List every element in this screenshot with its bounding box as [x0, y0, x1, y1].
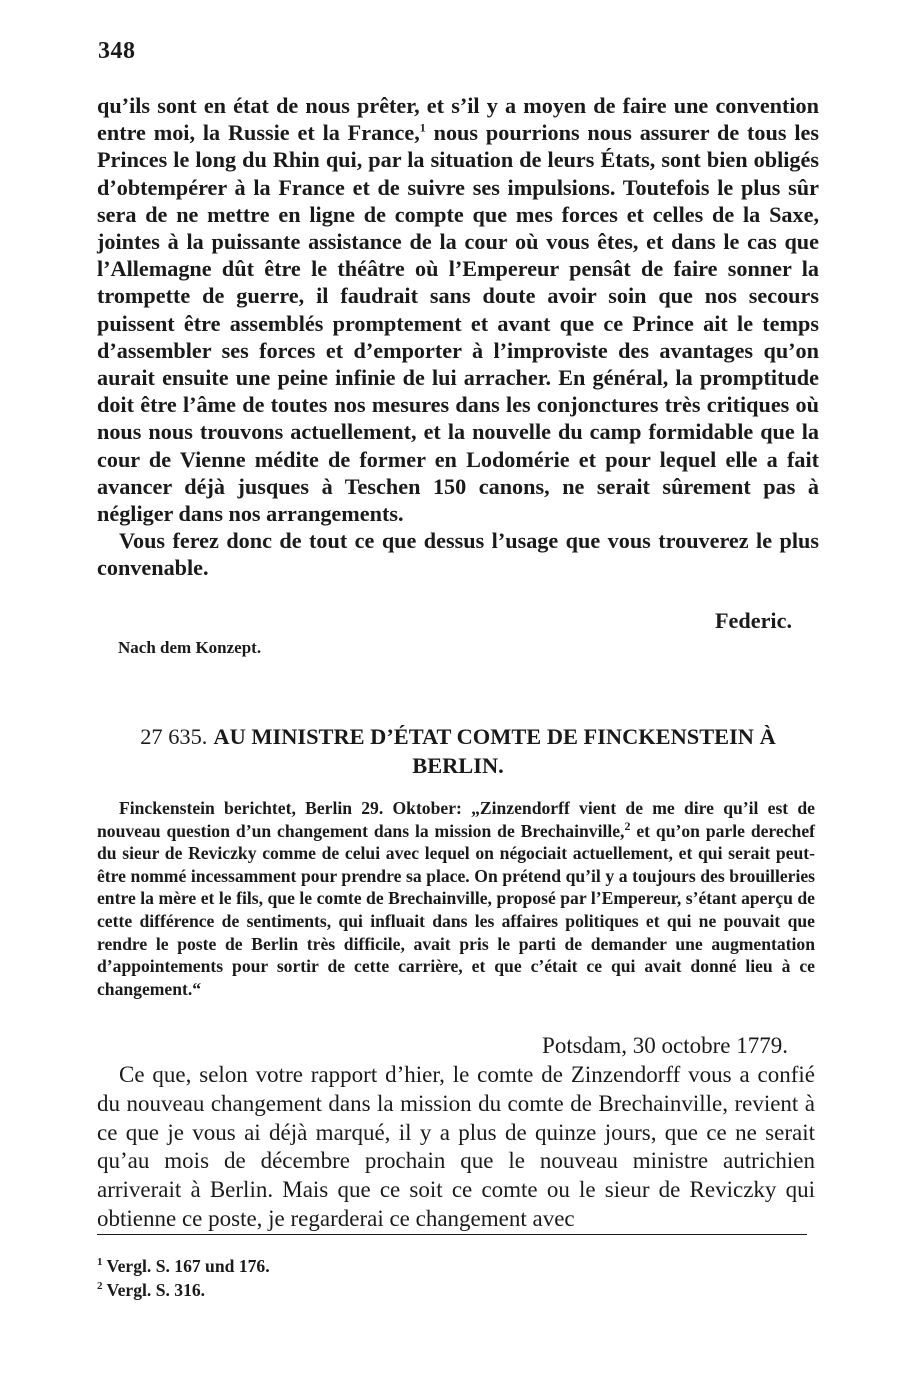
footnote: [97, 1254, 270, 1278]
document-number: 27 635.: [140, 724, 208, 749]
footnote-mark: 2: [97, 1280, 103, 1293]
paragraph-2: Vous ferez donc de tout ce que dessus l’usage que vous trouverez le plus convenable.: [97, 528, 819, 581]
summary-text-b: et qu’on parle derechef du sieur de Reviczky comme de celui avec lequel on négociait actuellement, et qui serait peut-être nommé incessamment pour prendre sa place. On prétend qu’il y a toujours des brouilleries entre la mère et le fils, que le comte de Brechainville, proposé par l’Empereur, s’étant aperçu de cette différence de sentiments, qui influait dans les affaires politiques et qui ne pouvait que rendre le poste de Berlin très difficile, avait pris le parti de demander une augmentation d’appointements pour sortir de cette carrière, et que c’était ce qui avait donné lieu à ce changement.“: [97, 820, 815, 999]
paragraph-1-text-a: qu’ils sont en état de nous prêter, et s’il y a moyen de faire une convention entre moi, la Russie et la France,: [97, 93, 819, 146]
source-note: Nach dem Konzept.: [118, 638, 262, 657]
page-number: 348: [98, 38, 136, 64]
footnote-text: Vergl. S. 316.: [106, 1280, 206, 1300]
document-title: AU MINISTRE D’ÉTAT COMTE DE FINCKENSTEIN À BERLIN.: [213, 724, 776, 778]
footnote: [97, 1278, 270, 1302]
letter-text: Ce que, selon votre rapport d’hier, le comte de Zinzendorff vous a confié du nouveau changement dans la mission du comte de Brechainville, revient à ce que je vous ai déjà marqué, il y a plus de quinze jours, que ce ne serait qu’au mois de décembre prochain que le nouveau ministre autrichien arriverait à Berlin. Mais que ce soit ce comte ou le sieur de Reviczky qui obtienne ce poste, je regarderai ce changement avec: [97, 1062, 815, 1231]
footnotes: [97, 1254, 270, 1302]
dateline: Potsdam, 30 octobre 1779.: [542, 1033, 788, 1058]
summary-text-a: Finckenstein berichtet, Berlin 29. Oktober: „Zinzendorff vient de me dire qu’il est de nouveau question d’un changement dans la mission de Brechainville,: [97, 798, 815, 841]
document-heading: [97, 722, 819, 780]
report-summary: [97, 797, 815, 1000]
footnote-mark: 1: [97, 1256, 103, 1269]
continuation-text: [97, 92, 819, 582]
footnote-divider: [97, 1234, 807, 1235]
footnote-ref-2: 2: [624, 818, 631, 833]
paragraph-1-text-b: nous pourrions nous assurer de tous les Princes le long du Rhin qui, par la situation de leurs États, sont bien obligés d’obtempérer à la France et de suivre ses impulsions. Toutefois le plus sûr sera de ne mettre en ligne de compte que mes forces et celles de la Saxe, jointes à la puissante assistance de la cour où vous êtes, et dans le cas que l’Allemagne dût être le théâtre où l’Empereur pensât de faire sonner la trompette de guerre, il faudrait sans doute avoir soin que nos secours puissent être assemblés promptement et avant que ce Prince ait le temps d’assembler ses forces et d’emporter à l’improviste des avantages qu’on aurait ensuite une peine infinie de lui arracher. En général, la promptitude doit être l’âme de toutes nos mesures dans les conjonctures très critiques où nous nous trouvons actuellement, et la nouvelle du camp formidable que la cour de Vienne médite de former en Lodomérie et pour lequel elle a fait avancer déjà jusques à Teschen 150 canons, ne serait sûrement pas à négliger dans nos arrangements.: [97, 120, 819, 527]
footnote-text: Vergl. S. 167 und 176.: [106, 1256, 270, 1276]
paragraph-1: [97, 92, 819, 527]
signature: Federic.: [715, 608, 792, 633]
footnote-ref-1: 1: [419, 120, 426, 135]
